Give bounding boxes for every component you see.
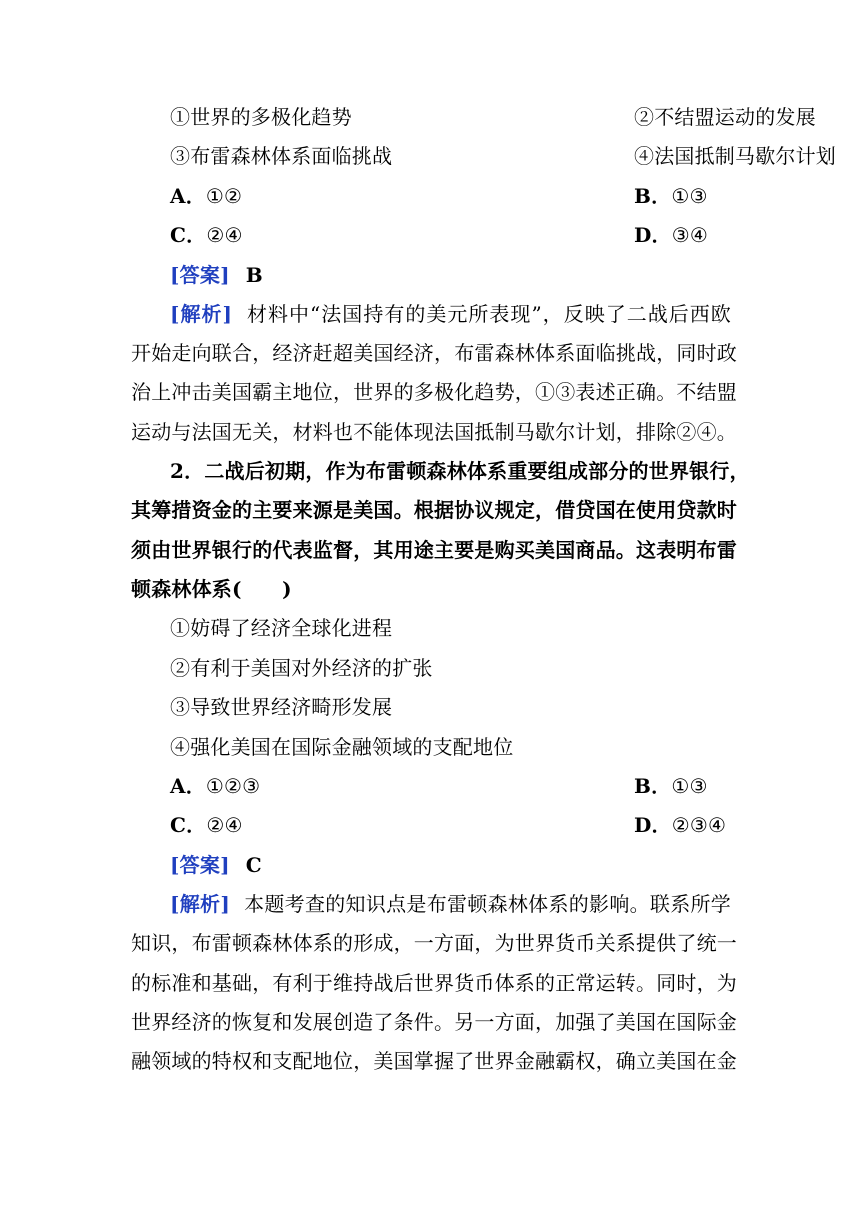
q1-items-row-1: [170, 98, 816, 137]
q2-option-b: B．①③: [634, 774, 708, 798]
q2-stem-line-3: 须由世界银行的代表监督，其用途主要是购买美国商品。这表明布雷: [131, 538, 737, 562]
q2-options-row-2: [170, 806, 770, 845]
q1-option-c: C．②④: [170, 223, 243, 247]
q2-analysis-line-5: 融领域的特权和支配地位，美国掌握了世界金融霸权，确立美国在金: [131, 1049, 737, 1073]
q2-analysis-line-1: [170, 885, 731, 924]
q2-options-row-1: [170, 767, 770, 806]
q2-analysis-tag: [解析]: [170, 892, 230, 916]
q1-options-row-2: [170, 216, 770, 255]
q1-item-3: ③布雷森林体系面临挑战: [170, 144, 393, 168]
q2-item-4: ④强化美国在国际金融领域的支配地位: [170, 735, 514, 759]
q2-analysis-line-4: 世界经济的恢复和发展创造了条件。另一方面，加强了美国在国际金: [131, 1010, 737, 1034]
q2-answer-value: C: [245, 853, 262, 877]
q2-answer-line: [170, 846, 770, 885]
q2-item-1: ①妨碍了经济全球化进程: [170, 616, 393, 640]
q1-analysis-text-1: 材料中“法国持有的美元所表现”，反映了二战后西欧: [246, 302, 732, 326]
q2-option-c: C．②④: [170, 813, 243, 837]
q1-analysis-line-2: 开始走向联合，经济赶超美国经济，布雷森林体系面临挑战，同时政: [131, 341, 737, 365]
q1-item-4: ④法国抵制马歇尔计划: [634, 144, 836, 168]
q2-analysis-line-2: 知识，布雷顿森林体系的形成，一方面，为世界货币关系提供了统一: [131, 931, 737, 955]
q2-analysis-line-3: 的标准和基础，有利于维持战后世界货币体系的正常运转。同时，为: [131, 971, 737, 995]
q2-stem-line-4: 顿森林体系( ): [131, 577, 292, 601]
q2-stem-line-2: 其筹措资金的主要来源是美国。根据协议规定，借贷国在使用贷款时: [131, 498, 737, 522]
q1-analysis-line-1: [170, 295, 731, 334]
q1-item-1: ①世界的多极化趋势: [170, 105, 352, 129]
q1-items-row-2: [170, 137, 836, 176]
q1-item-2: ②不结盟运动的发展: [634, 105, 816, 129]
q2-item-3: ③导致世界经济畸形发展: [170, 695, 393, 719]
q1-option-a: A．①②: [170, 184, 243, 208]
q2-option-a: A．①②③: [170, 774, 261, 798]
q2-item-2: ②有利于美国对外经济的扩张: [170, 656, 433, 680]
q1-answer-line: [170, 256, 770, 295]
q1-options-row-1: [170, 177, 770, 216]
q1-answer-value: B: [245, 263, 263, 287]
q1-analysis-line-3: 治上冲击美国霸主地位，世界的多极化趋势，①③表述正确。不结盟: [131, 380, 737, 404]
q1-analysis-line-4: 运动与法国无关，材料也不能体现法国抵制马歇尔计划，排除②④。: [131, 420, 737, 444]
q1-option-d: D．③④: [634, 223, 709, 247]
q1-option-b: B．①③: [634, 184, 708, 208]
q2-option-d: D．②③④: [634, 813, 727, 837]
q1-answer-tag: [答案]: [170, 263, 230, 287]
q2-stem-line-1: 2．二战后初期，作为布雷顿森林体系重要组成部分的世界银行，: [170, 459, 750, 483]
q2-analysis-text-1: 本题考查的知识点是布雷顿森林体系的影响。联系所学: [244, 892, 731, 916]
q1-analysis-tag: [解析]: [170, 302, 233, 326]
q2-answer-tag: [答案]: [170, 853, 230, 877]
